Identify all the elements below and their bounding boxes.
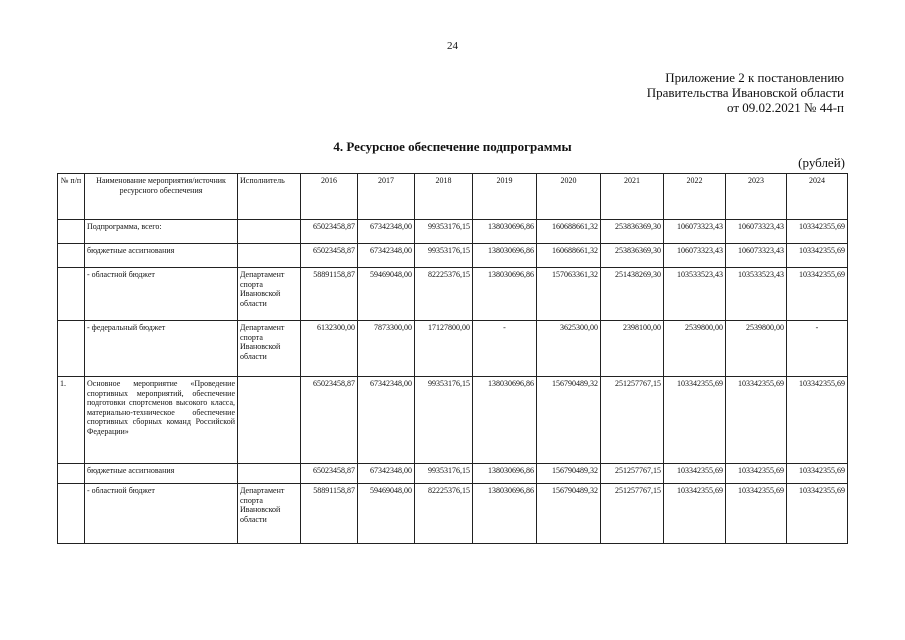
- value-cell: 67342348,00: [358, 220, 415, 244]
- appendix-line-1: Приложение 2 к постановлению: [665, 70, 844, 85]
- value-cell: 251438269,30: [601, 268, 664, 321]
- value-cell: 157063361,32: [537, 268, 601, 321]
- value-cell: 156790489,32: [537, 484, 601, 544]
- row-executor: [238, 220, 301, 244]
- value-cell: 251257767,15: [601, 484, 664, 544]
- value-cell: -: [473, 321, 537, 377]
- value-cell: 67342348,00: [358, 377, 415, 464]
- value-cell: 2539800,00: [726, 321, 787, 377]
- header-year: 2024: [787, 174, 848, 220]
- value-cell: 99353176,15: [415, 377, 473, 464]
- value-cell: 67342348,00: [358, 244, 415, 268]
- header-no: № п/п: [58, 174, 85, 220]
- row-executor: Департамент спорта Ивановской области: [238, 268, 301, 321]
- page-number: 24: [447, 40, 458, 52]
- value-cell: 160688661,32: [537, 220, 601, 244]
- value-cell: 156790489,32: [537, 464, 601, 484]
- value-cell: 103342355,69: [664, 377, 726, 464]
- value-cell: 103342355,69: [787, 464, 848, 484]
- value-cell: 103533523,43: [726, 268, 787, 321]
- value-cell: 106073323,43: [726, 244, 787, 268]
- row-number: [58, 464, 85, 484]
- value-cell: 2539800,00: [664, 321, 726, 377]
- row-name: - областной бюджет: [85, 268, 238, 321]
- value-cell: 103342355,69: [787, 484, 848, 544]
- row-number: [58, 268, 85, 321]
- row-number: [58, 321, 85, 377]
- row-number: [58, 244, 85, 268]
- value-cell: 99353176,15: [415, 464, 473, 484]
- row-executor: Департамент спорта Ивановской области: [238, 484, 301, 544]
- value-cell: 103342355,69: [664, 464, 726, 484]
- value-cell: 103533523,43: [664, 268, 726, 321]
- row-executor: [238, 244, 301, 268]
- row-number: 1.: [58, 377, 85, 464]
- header-executor: Исполнитель: [238, 174, 301, 220]
- row-name: бюджетные ассигнования: [85, 464, 238, 484]
- value-cell: 103342355,69: [787, 220, 848, 244]
- value-cell: 103342355,69: [726, 484, 787, 544]
- value-cell: 99353176,15: [415, 244, 473, 268]
- row-executor: Департамент спорта Ивановской области: [238, 321, 301, 377]
- value-cell: 251257767,15: [601, 377, 664, 464]
- header-year: 2020: [537, 174, 601, 220]
- value-cell: 58891158,87: [301, 268, 358, 321]
- value-cell: 253836369,30: [601, 244, 664, 268]
- value-cell: 253836369,30: [601, 220, 664, 244]
- resource-table: [57, 173, 848, 544]
- value-cell: 160688661,32: [537, 244, 601, 268]
- row-name: бюджетные ассигнования: [85, 244, 238, 268]
- section-title: 4. Ресурсное обеспечение подпрограммы: [333, 139, 572, 154]
- value-cell: 106073323,43: [664, 220, 726, 244]
- value-cell: 82225376,15: [415, 268, 473, 321]
- units-label: (рублей): [798, 155, 845, 170]
- value-cell: 67342348,00: [358, 464, 415, 484]
- value-cell: 156790489,32: [537, 377, 601, 464]
- value-cell: 138030696,86: [473, 484, 537, 544]
- value-cell: 103342355,69: [787, 244, 848, 268]
- value-cell: 138030696,86: [473, 268, 537, 321]
- value-cell: 106073323,43: [664, 244, 726, 268]
- value-cell: 65023458,87: [301, 220, 358, 244]
- value-cell: 138030696,86: [473, 377, 537, 464]
- row-executor: [238, 377, 301, 464]
- value-cell: 59469048,00: [358, 268, 415, 321]
- value-cell: 138030696,86: [473, 244, 537, 268]
- value-cell: 103342355,69: [787, 268, 848, 321]
- table-row-main-event: [58, 377, 848, 464]
- row-name: Основное мероприятие «Проведение спортивных мероприятий, обеспечение подготовки спортсменов высокого класса, материально-техническое обеспечение спортивных сборных команд Российской Федерации»: [85, 377, 238, 464]
- value-cell: 138030696,86: [473, 464, 537, 484]
- value-cell: -: [787, 321, 848, 377]
- row-name: - областной бюджет: [85, 484, 238, 544]
- appendix-line-3: от 09.02.2021 № 44-п: [727, 100, 844, 115]
- table-header-row: [58, 174, 848, 220]
- value-cell: 103342355,69: [726, 377, 787, 464]
- appendix-header: [647, 70, 844, 115]
- header-year: 2019: [473, 174, 537, 220]
- header-year: 2022: [664, 174, 726, 220]
- table-row-federal-budget: [58, 321, 848, 377]
- row-number: [58, 220, 85, 244]
- value-cell: 99353176,15: [415, 220, 473, 244]
- value-cell: 7873300,00: [358, 321, 415, 377]
- header-name: Наименование мероприятия/источник ресурсного обеспечения: [85, 174, 238, 220]
- value-cell: 103342355,69: [726, 464, 787, 484]
- appendix-line-2: Правительства Ивановской области: [646, 85, 844, 100]
- value-cell: 17127800,00: [415, 321, 473, 377]
- table-row-budget-allocations: [58, 464, 848, 484]
- row-number: [58, 484, 85, 544]
- header-year: 2023: [726, 174, 787, 220]
- row-name: - федеральный бюджет: [85, 321, 238, 377]
- value-cell: 65023458,87: [301, 377, 358, 464]
- table-row-regional-budget: [58, 484, 848, 544]
- value-cell: 2398100,00: [601, 321, 664, 377]
- table-row-budget-allocations: [58, 244, 848, 268]
- value-cell: 65023458,87: [301, 464, 358, 484]
- header-year: 2021: [601, 174, 664, 220]
- value-cell: 6132300,00: [301, 321, 358, 377]
- value-cell: 138030696,86: [473, 220, 537, 244]
- value-cell: 106073323,43: [726, 220, 787, 244]
- value-cell: 65023458,87: [301, 244, 358, 268]
- value-cell: 103342355,69: [664, 484, 726, 544]
- header-year: 2018: [415, 174, 473, 220]
- row-name: Подпрограмма, всего:: [85, 220, 238, 244]
- value-cell: 3625300,00: [537, 321, 601, 377]
- value-cell: 59469048,00: [358, 484, 415, 544]
- row-executor: [238, 464, 301, 484]
- value-cell: 251257767,15: [601, 464, 664, 484]
- value-cell: 82225376,15: [415, 484, 473, 544]
- header-year: 2017: [358, 174, 415, 220]
- table-row-regional-budget: [58, 268, 848, 321]
- header-year: 2016: [301, 174, 358, 220]
- table-row-subprogram-total: [58, 220, 848, 244]
- value-cell: 58891158,87: [301, 484, 358, 544]
- value-cell: 103342355,69: [787, 377, 848, 464]
